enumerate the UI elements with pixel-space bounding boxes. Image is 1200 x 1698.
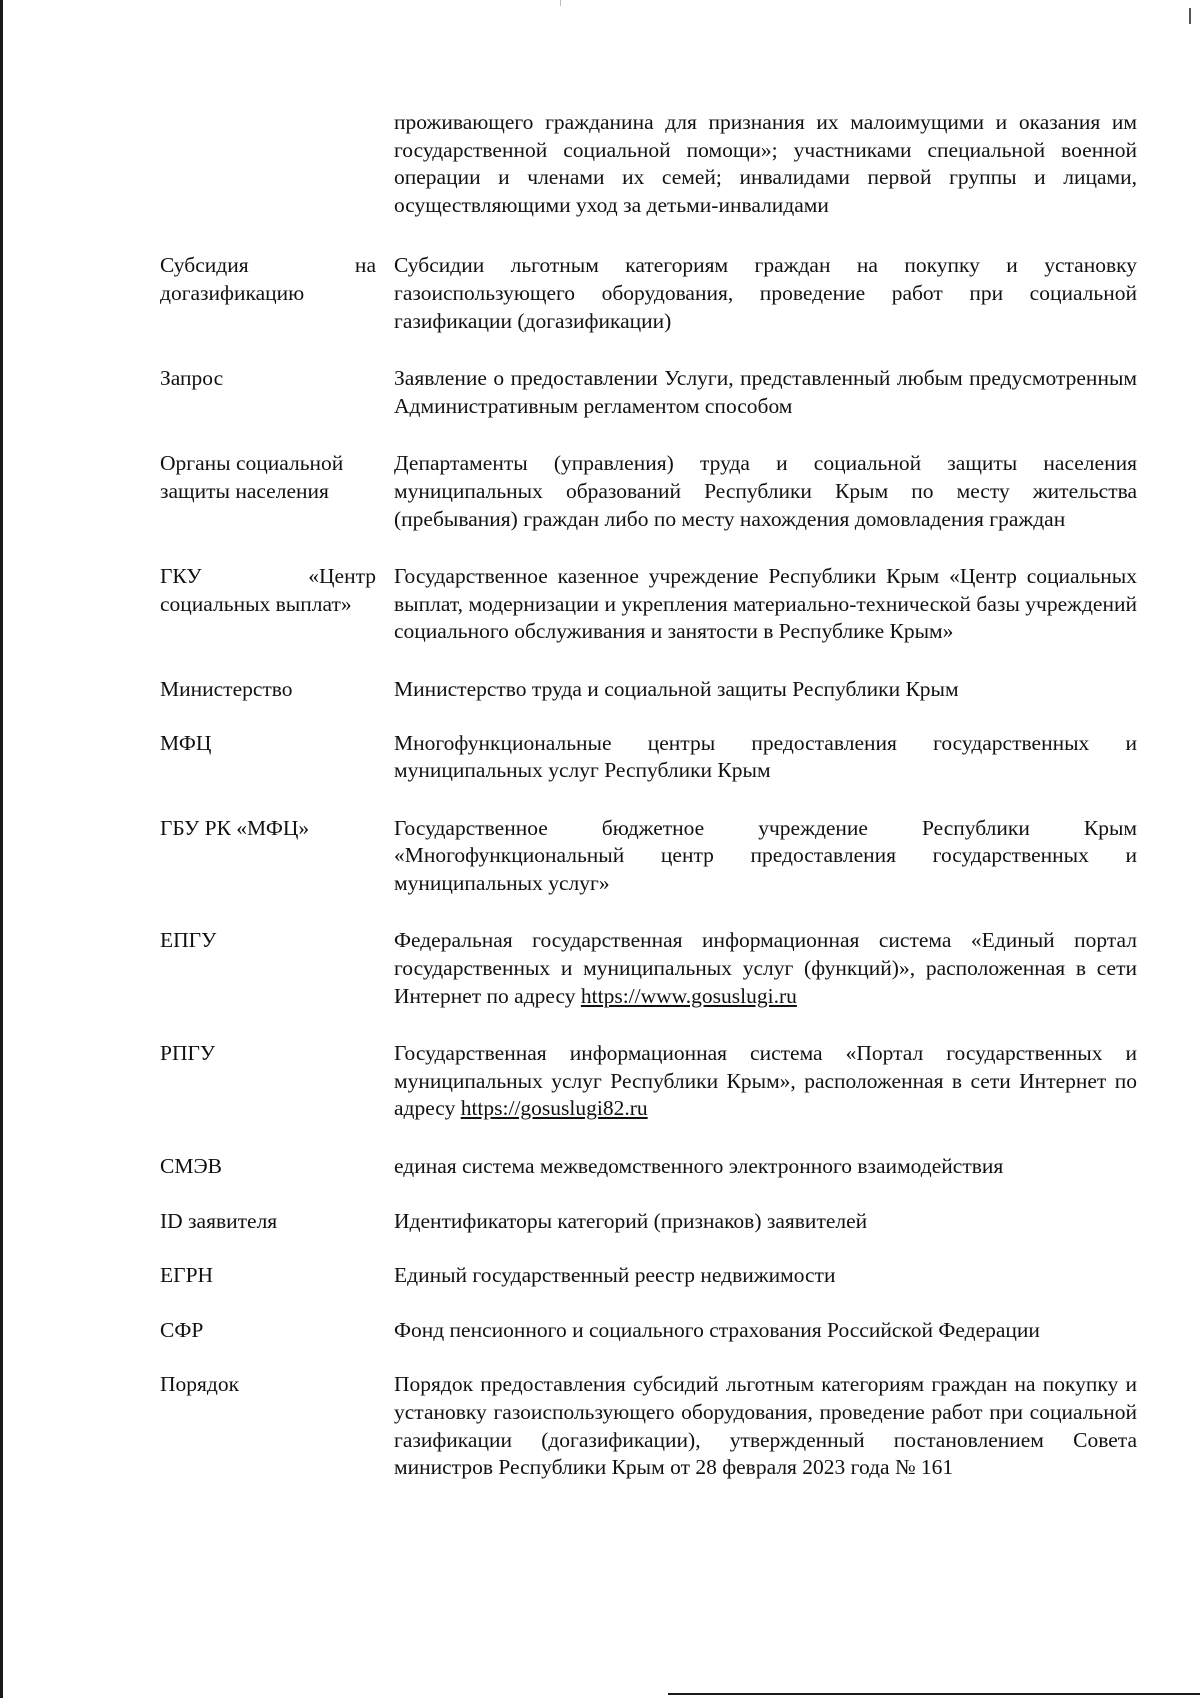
definition-row-smev (160, 1153, 1137, 1181)
definition-row-egrn (160, 1262, 1137, 1290)
definition-row-subsidy (160, 252, 1137, 335)
term-social-protection: Органы социальной защиты населения (160, 451, 344, 503)
term-payments-center: ГКУ «Центр социальных выплат» (160, 564, 376, 616)
term-smev: СМЭВ (160, 1154, 222, 1179)
definition-epgu-text: Федеральная государственная информационная система «Единый портал государственных и муниципальных услуг (функций)», расположенная в сети Интернет по адресу (394, 928, 1137, 1008)
scan-top-mark (560, 0, 561, 6)
definition-row-sfr (160, 1317, 1137, 1345)
scan-right-mark (1189, 8, 1191, 24)
term-ministry: Министерство (160, 676, 293, 701)
term-procedure: Порядок (160, 1372, 240, 1397)
definition-row-epgu (160, 927, 1137, 1010)
definition-gbu-mfc: Государственное бюджетное учреждение Республики Крым «Многофункциональный центр предоставления государственных и муниципальных услуг» (394, 815, 1137, 895)
term-subsidy: Субсидия на догазификацию (160, 253, 376, 305)
term-epgu: ЕПГУ (160, 928, 217, 953)
definition-procedure: Порядок предоставления субсидий льготным категориям граждан на покупку и установку газоиспользующего оборудования, проведение работ при социальной газификации (догазификации), утвержденный постановлением Совета министров Республики Крым от 28 февраля 2023 года № 161 (394, 1372, 1137, 1480)
scan-left-border (0, 0, 3, 1698)
definition-rpgu (394, 1040, 1137, 1123)
definition-egrn: Единый государственный реестр недвижимости (394, 1263, 836, 1288)
definition-sfr: Фонд пенсионного и социального страхования Российской Федерации (394, 1317, 1040, 1342)
term-egrn: ЕГРН (160, 1263, 214, 1288)
definition-payments-center: Государственное казенное учреждение Республики Крым «Центр социальных выплат, модернизации и укрепления материально-технической базы учреждений социального обслуживания и занятости в Республике Крым» (394, 564, 1137, 644)
definition-subsidy: Субсидии льготным категориям граждан на покупку и установку газоиспользующего оборудования, проведение работ при социальной газификации (догазификации) (394, 253, 1137, 333)
scan-bottom-line (668, 1693, 1200, 1695)
definition-row-request (160, 365, 1137, 420)
definition-row-payments-center (160, 563, 1137, 646)
definition-row-social-protection (160, 450, 1137, 533)
definition-mfc: Многофункциональные центры предоставления государственных и муниципальных услуг Республики Крым (394, 730, 1137, 783)
definition-request: Заявление о предоставлении Услуги, представленный любым предусмотренным Административным регламентом способом (394, 366, 1137, 418)
definition-row-applicant-id (160, 1208, 1137, 1236)
intro-paragraph: проживающего гражданина для признания их малоимущими и оказания им государственной социальной помощи»; участниками специальной военной операции и членами их семей; инвалидами первой группы и лицами, осуществляющими уход за детьми-инвалидами (394, 110, 1137, 217)
definition-ministry: Министерство труда и социальной защиты Республики Крым (394, 676, 959, 701)
term-gbu-mfc: ГБУ РК «МФЦ» (160, 815, 310, 840)
term-mfc: МФЦ (160, 730, 212, 755)
definition-row-procedure (160, 1371, 1137, 1481)
definition-applicant-id: Идентификаторы категорий (признаков) заявителей (394, 1208, 868, 1233)
definition-row-gbu-mfc (160, 815, 1137, 898)
definition-row-mfc (160, 730, 1137, 785)
term-sfr: СФР (160, 1317, 204, 1342)
definition-rpgu-text: Государственная информационная система «Портал государственных и муниципальных услуг Республики Крым», расположенная в сети Интернет по адресу (394, 1041, 1137, 1121)
rpgu-link[interactable]: https://gosuslugi82.ru (460, 1096, 648, 1121)
definition-epgu (394, 927, 1137, 1010)
definition-smev: единая система межведомственного электронного взаимодействия (394, 1154, 1004, 1179)
term-rpgu: РПГУ (160, 1041, 216, 1066)
definition-social-protection: Департаменты (управления) труда и социальной защиты населения муниципальных образований Республики Крым по месту жительства (пребывания) граждан либо по месту нахождения домовладения граждан (394, 451, 1137, 531)
definition-row-ministry (160, 676, 1137, 704)
definition-row-rpgu (160, 1040, 1137, 1123)
term-applicant-id: ID заявителя (160, 1208, 278, 1233)
document-body (160, 109, 1137, 1482)
epgu-link[interactable]: https://www.gosuslugi.ru (580, 983, 797, 1008)
term-request: Запрос (160, 366, 224, 391)
